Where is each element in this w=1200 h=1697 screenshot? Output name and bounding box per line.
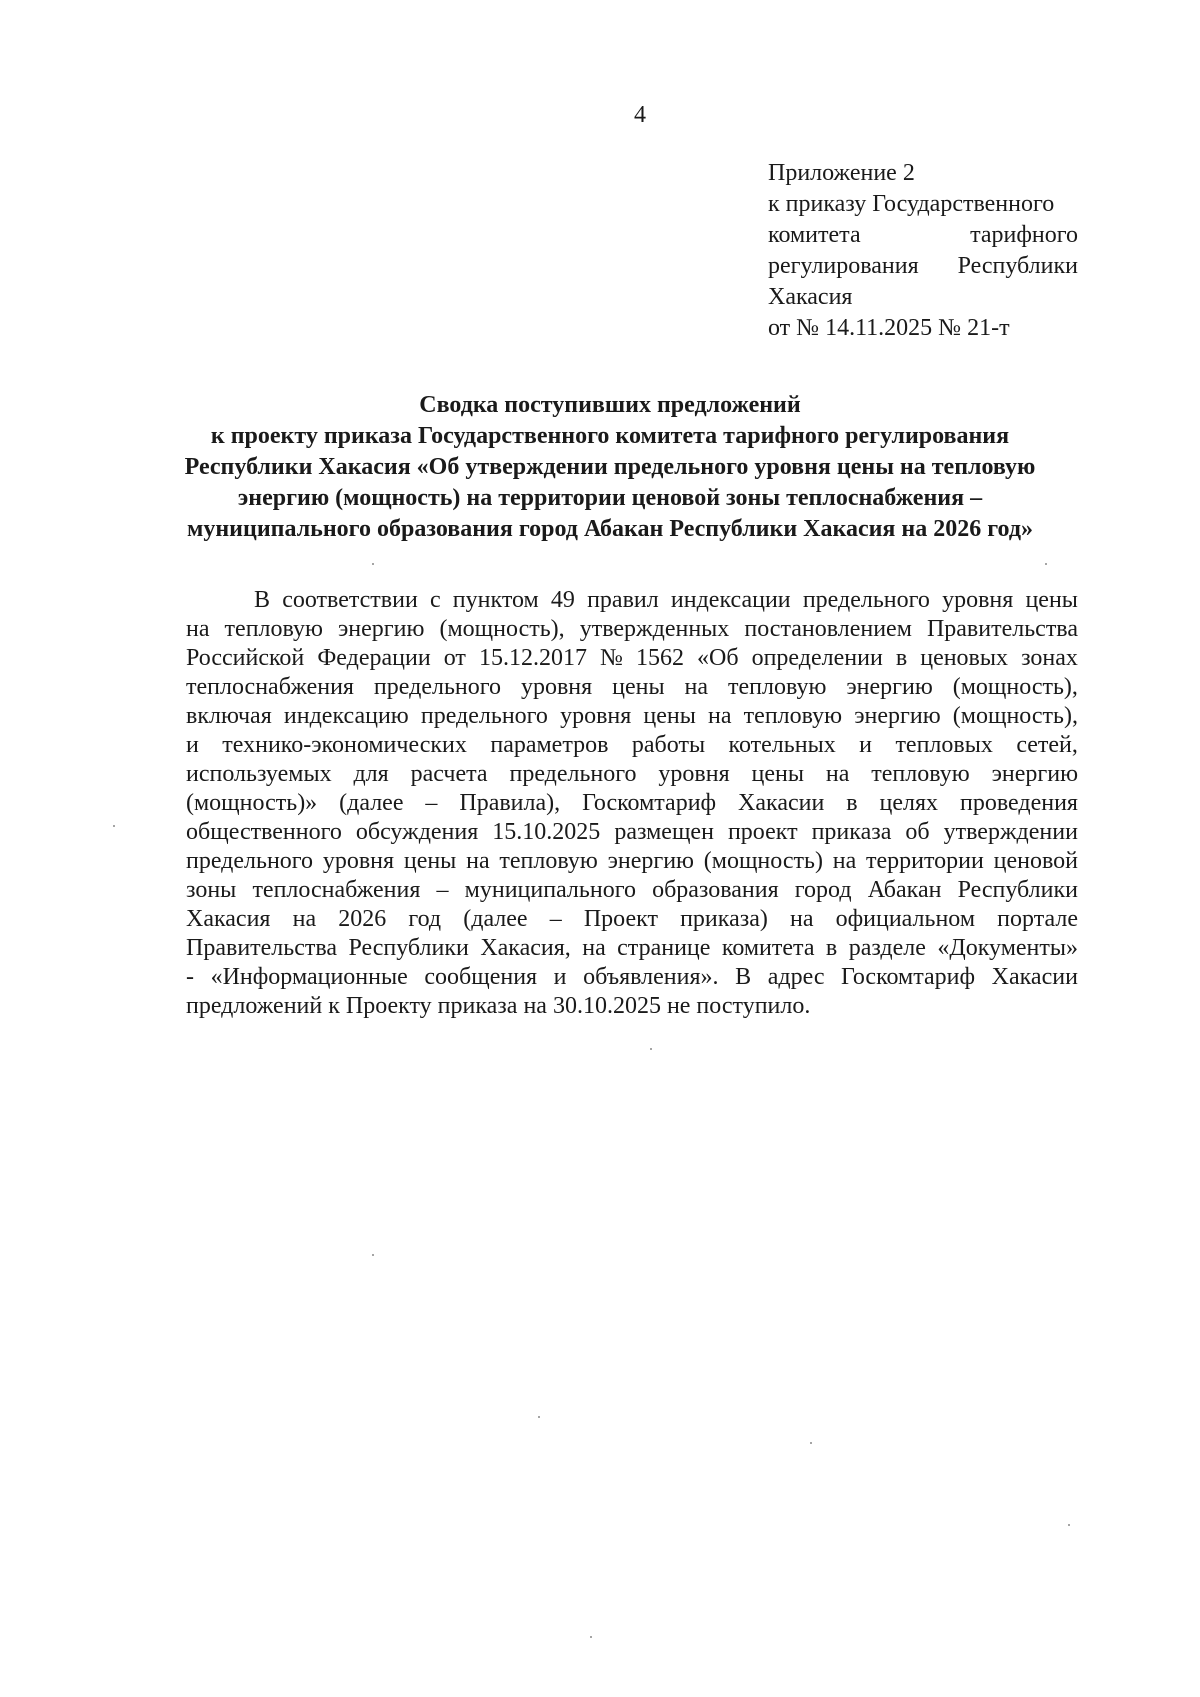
scan-speck	[372, 1254, 374, 1256]
scan-speck	[590, 1636, 592, 1638]
title-line: муниципального образования город Абакан Республики Хакасия на 2026 год»	[187, 516, 1033, 542]
appendix-line	[768, 220, 1078, 251]
title-line: Республики Хакасия «Об утверждении предельного уровня цены на тепловую	[184, 454, 1036, 480]
body-line: включая индексацию предельного уровня цены на тепловую энергию (мощность),	[186, 703, 1078, 729]
body-line: - «Информационные сообщения и объявления». В адрес Госкомтариф Хакасии	[186, 964, 1078, 990]
scan-speck	[650, 1048, 652, 1050]
page-number: 4	[634, 102, 646, 128]
body-paragraph	[186, 586, 1078, 1021]
body-line: (мощность)» (далее – Правила), Госкомтариф Хакасии в целях проведения	[186, 790, 1078, 816]
body-line: предельного уровня цены на тепловую энергию (мощность) на территории ценовой	[186, 848, 1078, 874]
document-title	[150, 390, 1070, 545]
appendix-line: к приказу Государственного	[768, 191, 1055, 217]
appendix-line: Хакасия	[768, 284, 853, 310]
title-line: Сводка поступивших предложений	[419, 392, 801, 418]
body-line: общественного обсуждения 15.10.2025 размещен проект приказа об утверждении	[186, 819, 1078, 845]
appendix-line: Приложение 2	[768, 160, 915, 186]
body-line: зоны теплоснабжения – муниципального образования город Абакан Республики	[186, 877, 1078, 903]
scan-speck	[113, 825, 115, 827]
body-line: Правительства Республики Хакасия, на странице комитета в разделе «Документы»	[186, 935, 1078, 961]
body-line: В соответствии с пунктом 49 правил индексации предельного уровня цены	[254, 587, 1078, 613]
scan-speck	[810, 1442, 812, 1444]
body-line: Российской Федерации от 15.12.2017 № 1562 «Об определении в ценовых зонах	[186, 645, 1078, 671]
appendix-line	[768, 251, 1078, 282]
appendix-header	[768, 158, 1078, 344]
scan-speck	[538, 1416, 540, 1418]
appendix-word: тарифного	[970, 222, 1078, 248]
appendix-word: комитета	[768, 222, 861, 248]
body-line: используемых для расчета предельного уровня цены на тепловую энергию	[186, 761, 1078, 787]
appendix-word: Республики	[957, 253, 1078, 279]
appendix-date-number: от № 14.11.2025 № 21-т	[768, 315, 1010, 341]
scan-speck	[1045, 563, 1047, 565]
title-line: энергию (мощность) на территории ценовой зоны теплоснабжения –	[237, 485, 983, 511]
body-line: теплоснабжения предельного уровня цены на тепловую энергию (мощность),	[186, 674, 1078, 700]
body-line: на тепловую энергию (мощность), утвержденных постановлением Правительства	[186, 616, 1078, 642]
appendix-word: регулирования	[768, 253, 919, 279]
body-line: предложений к Проекту приказа на 30.10.2025 не поступило.	[186, 993, 811, 1019]
body-line: Хакасия на 2026 год (далее – Проект приказа) на официальном портале	[186, 906, 1078, 932]
title-line: к проекту приказа Государственного комитета тарифного регулирования	[210, 423, 1010, 449]
body-line: и технико-экономических параметров работы котельных и тепловых сетей,	[186, 732, 1078, 758]
scan-speck	[372, 563, 374, 565]
scan-speck	[1068, 1524, 1070, 1526]
